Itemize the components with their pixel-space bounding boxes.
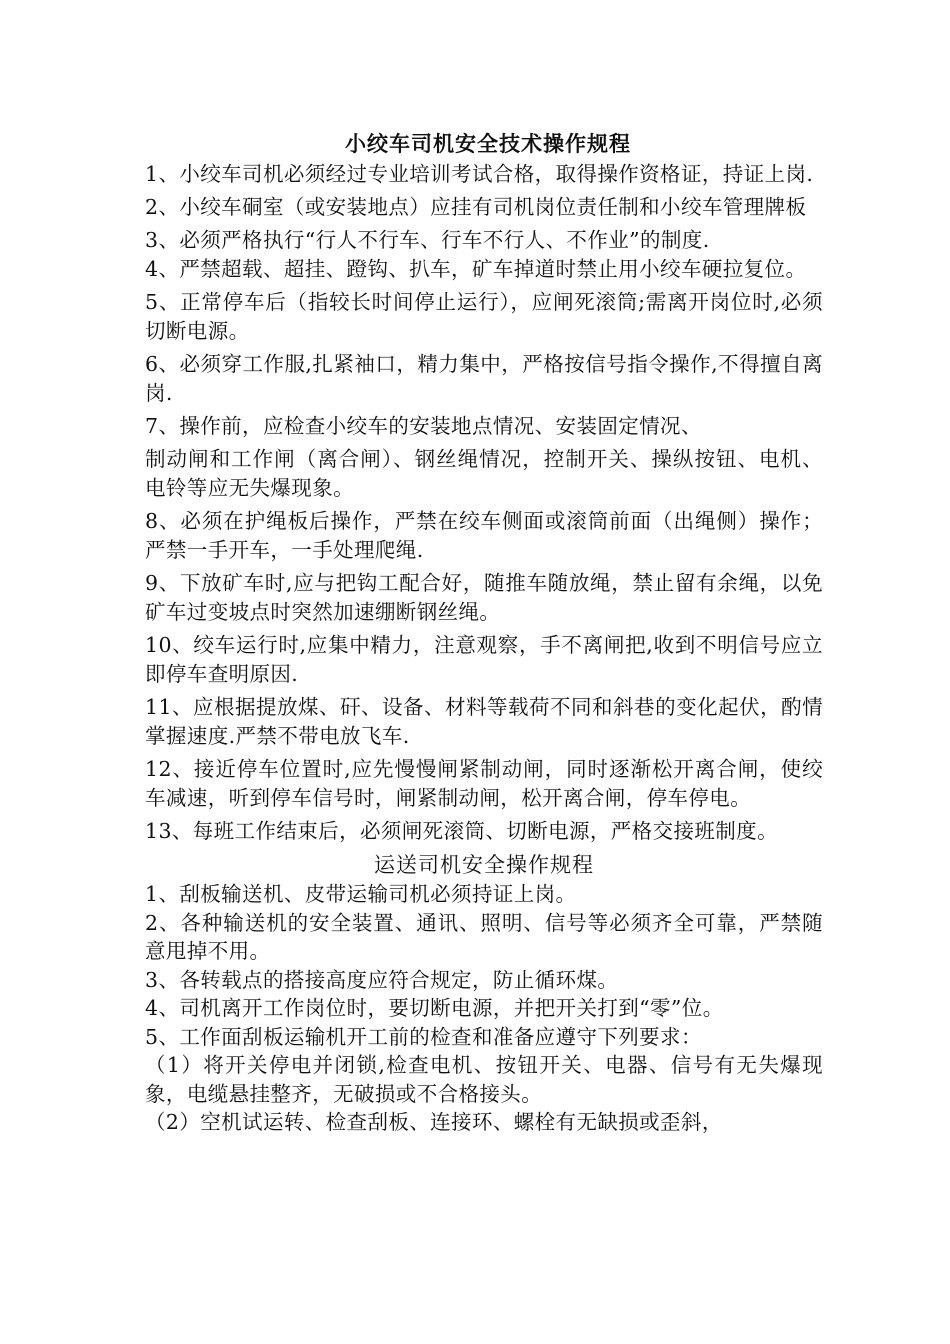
section-conveyor-rules [145, 880, 823, 1137]
conveyor-rule-item-4: 4、司机离开工作岗位时，要切断电源，并把开关打到“零”位。 [145, 996, 724, 1020]
conveyor-rule-item-1: 1、刮板输送机、皮带运输司机必须持证上岗。 [145, 882, 577, 906]
rule-item-4: 4、严禁超载、超挂、蹬钩、扒车，矿车掉道时禁止用小绞车硬拉复位。 [145, 257, 807, 281]
rule-item-2: 2、小绞车硐室（或安装地点）应挂有司机岗位责任制和小绞车管理牌板 [145, 195, 807, 219]
rule-item-1: 1、小绞车司机必须经过专业培训考试合格，取得操作资格证，持证上岗. [145, 162, 814, 186]
document-body [145, 128, 823, 1137]
section-two-title: 运送司机安全操作规程 [374, 853, 594, 877]
rule-item-12: 12、接近停车位置时,应先慢慢闸紧制动闸，同时逐渐松开离合闸，使绞车减速，听到停车信号时，闸紧制动闸，松开离合闸，停车停电。 [145, 757, 823, 810]
conveyor-rule-item-5: 5、工作面刮板运输机开工前的检查和准备应遵守下列要求： [145, 1024, 702, 1049]
rule-item-10: 10、绞车运行时,应集中精力，注意观察，手不离闸把,收到不明信号应立即停车查明原因. [145, 633, 823, 686]
document-title: 小绞车司机安全技术操作规程 [345, 131, 631, 156]
section-winch-rules [145, 160, 823, 846]
rule-item-7: 7、操作前，应检查小绞车的安装地点情况、安装固定情况、 [145, 414, 702, 438]
rule-item-9: 9、下放矿车时,应与把钩工配合好，随推车随放绳，禁止留有余绳，以免矿车过变坡点时突然加速绷断钢丝绳。 [145, 571, 823, 624]
rule-item-5: 5、正常停车后（指较长时间停止运行），应闸死滚筒;需离开岗位时,必须切断电源。 [145, 290, 823, 343]
rule-item-13: 13、每班工作结束后，必须闸死滚筒、切断电源，严格交接班制度。 [145, 819, 778, 843]
rule-item-7-continued: 制动闸和工作闸（离合闸）、钢丝绳情况，控制开关、操纵按钮、电机、电铃等应无失爆现象。 [145, 447, 823, 500]
conveyor-rule-item-2: 2、各种输送机的安全装置、通讯、照明、信号等必须齐全可靠，严禁随意甩掉不用。 [145, 910, 823, 963]
conveyor-rule-subitem-2: （2）空机试运转、检查刮板、连接环、螺栓有无缺损或歪斜， [145, 1110, 723, 1134]
rule-item-11: 11、应根据提放煤、矸、设备、材料等载荷不同和斜巷的变化起伏，酌情掌握速度.严禁不带电放飞车. [145, 695, 823, 748]
rule-item-8: 8、必须在护绳板后操作，严禁在绞车侧面或滚筒前面（出绳侧）操作；严禁一手开车，一手处理爬绳. [145, 509, 823, 562]
rule-item-3: 3、必须严格执行“行人不行车、行车不行人、不作业”的制度. [145, 228, 710, 252]
rule-item-6: 6、必须穿工作服,扎紧袖口，精力集中，严格按信号指令操作,不得擅自离岗. [145, 352, 823, 405]
conveyor-rule-item-3: 3、各转载点的搭接高度应符合规定，防止循环煤。 [145, 967, 619, 992]
conveyor-rule-subitem-1: （1）将开关停电并闭锁,检查电机、按钮开关、电器、信号有无失爆现象，电缆悬挂整齐，无破损或不合格接头。 [145, 1053, 823, 1106]
